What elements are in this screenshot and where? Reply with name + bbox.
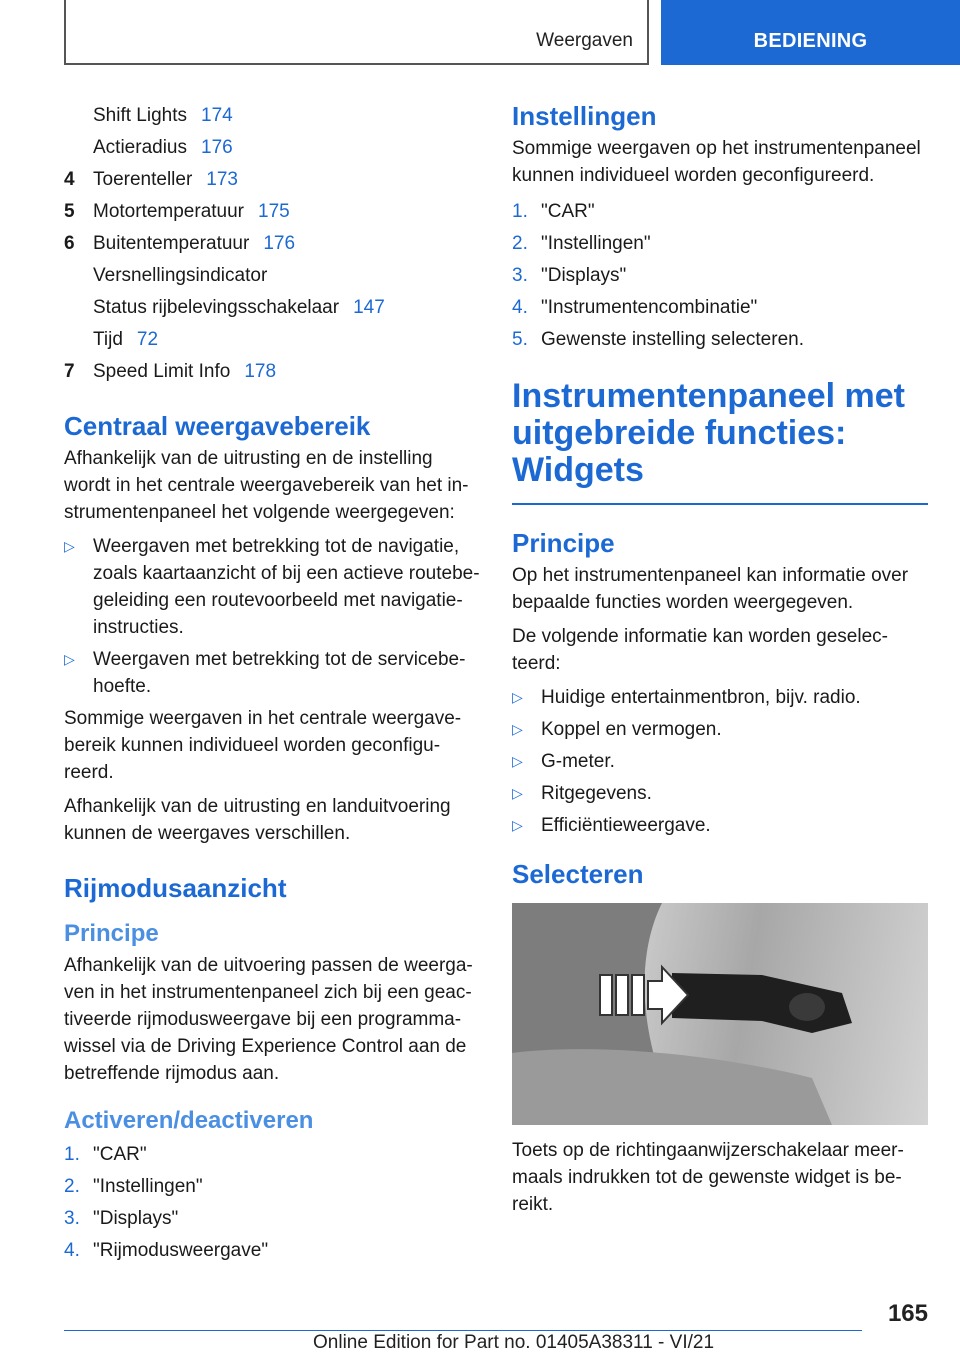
instellingen-text: Sommige weergaven op het instrumentenpaneel kunnen individueel worden geconfigureerd.	[512, 138, 921, 186]
legend-row	[64, 260, 480, 292]
triangle-bullet-icon: ▷	[512, 753, 523, 769]
list-item: 3. "Displays"	[64, 1208, 179, 1229]
widgets-select-text: De volgende informatie kan worden geselec-teerd:	[512, 626, 888, 674]
list-item: 1. "CAR"	[64, 1144, 147, 1165]
list-item: 5. Gewenste instelling selecteren.	[512, 329, 804, 350]
triangle-bullet-icon: ▷	[512, 817, 523, 833]
legend-row	[64, 100, 480, 132]
widgets-bullets	[512, 684, 928, 839]
instellingen-title: Instellingen	[512, 101, 657, 131]
widgets-principe-text: Op het instrumentenpaneel kan informatie over bepaalde functies worden weergegeven.	[512, 565, 909, 613]
legend-row	[64, 228, 480, 260]
widgets-principe-title: Principe	[512, 528, 615, 558]
figure-caption: Toets op de richtingaanwijzerschakelaar meer-maals indrukken tot de gewenste widget is be-reikt.	[512, 1140, 904, 1215]
list-item: ▷ Ritgegevens.	[512, 780, 928, 807]
list-item: ▷ Huidige entertainmentbron, bijv. radio.	[512, 684, 928, 711]
triangle-bullet-icon: ▷	[512, 721, 523, 737]
legend-number: 5	[64, 201, 75, 222]
legend-label: Status rijbelevingsschakelaar	[93, 297, 340, 318]
legend-label: Tijd	[93, 329, 123, 350]
legend-label: Versnellingsindicator	[93, 265, 268, 286]
legend-label: Toerenteller	[93, 169, 193, 190]
rijmodus-steps	[64, 1139, 480, 1267]
legend-page-ref[interactable]: 72	[136, 329, 159, 350]
lever-drawing	[512, 903, 928, 1125]
rijmodus-title: Rijmodusaanzicht	[64, 873, 287, 903]
rijmodus-principe-text: Afhankelijk van de uitvoering passen de weerga-ven in het instrumentenpaneel zich bij een geac-tiveerde rijmodusweergave bij een programma-wissel via de Driving Experience Control aan de betreffende rijmodus aan.	[64, 955, 473, 1084]
triangle-bullet-icon: ▷	[512, 689, 523, 705]
legend-row	[64, 324, 480, 356]
section-divider	[512, 503, 928, 505]
legend-page-ref[interactable]: 174	[201, 105, 233, 126]
central-bullets	[64, 533, 480, 700]
legend-page-ref[interactable]: 173	[206, 169, 238, 190]
header-section-box	[64, 0, 649, 65]
legend-page-ref[interactable]: 176	[201, 137, 233, 158]
legend-page-ref[interactable]: 147	[353, 297, 385, 318]
list-item: ▷ Weergaven met betrekking tot de servicebe-hoefte.	[64, 646, 480, 700]
instellingen-steps	[512, 196, 928, 356]
list-item: ▷ Weergaven met betrekking tot de navigatie, zoals kaartaanzicht of bij een actieve routebe-geleiding een routevoorbeeld met navigatie-instructies.	[64, 533, 480, 641]
legend-row	[64, 132, 480, 164]
legend-label: Shift Lights	[93, 105, 187, 126]
rijmodus-principe-title: Principe	[64, 920, 159, 947]
legend-row	[64, 196, 480, 228]
central-para1: Sommige weergaven in het centrale weergave-bereik kunnen individueel worden geconfigu-reerd.	[64, 708, 462, 783]
legend-page-ref[interactable]: 176	[263, 233, 296, 254]
legend-row	[64, 164, 480, 196]
header-chapter-title: BEDIENING	[753, 30, 868, 52]
page-number: 165	[887, 1300, 928, 1327]
header-section-title: Weergaven	[536, 30, 633, 51]
legend-number: 4	[64, 169, 75, 190]
right-column	[512, 100, 928, 1225]
legend-label: Buitentemperatuur	[93, 233, 250, 254]
triangle-bullet-icon: ▷	[64, 651, 75, 667]
legend-label: Actieradius	[93, 137, 187, 158]
widgets-title: Instrumentenpaneel met uitgebreide functies: Widgets	[512, 377, 905, 489]
selecteren-title: Selecteren	[512, 859, 644, 889]
legend-page-ref[interactable]: 175	[258, 201, 290, 222]
legend-number: 7	[64, 361, 75, 382]
turn-signal-lever-illustration	[512, 903, 928, 1125]
list-item: ▷ Koppel en vermogen.	[512, 716, 928, 743]
central-intro: Afhankelijk van de uitrusting en de instelling wordt in het centrale weergavebereik van het in-strumentenpaneel het volgende weergegeven:	[64, 448, 469, 523]
footer-divider	[64, 1330, 862, 1331]
list-item: 2. "Instellingen"	[64, 1176, 203, 1197]
left-column	[64, 100, 480, 1267]
footer-edition: Online Edition for Part no. 01405A38311 - VI/21	[313, 1332, 715, 1353]
legend-label: Speed Limit Info	[93, 361, 231, 382]
legend-row	[64, 356, 480, 388]
list-item: ▷ Efficiëntieweergave.	[512, 812, 928, 839]
legend-label: Motortemperatuur	[93, 201, 245, 222]
list-item: 4. "Instrumentencombinatie"	[512, 297, 758, 318]
central-title: Centraal weergavebereik	[64, 411, 371, 441]
legend-number: 6	[64, 233, 75, 254]
list-item: 1. "CAR"	[512, 201, 595, 222]
legend-list	[64, 100, 480, 388]
triangle-bullet-icon: ▷	[64, 538, 75, 554]
header-chapter-tab	[661, 0, 960, 65]
rijmodus-activate-title: Activeren/deactiveren	[64, 1107, 314, 1134]
central-para2: Afhankelijk van de uitrusting en landuitvoering kunnen de weergaves verschillen.	[64, 796, 451, 844]
legend-page-ref[interactable]: 178	[244, 361, 277, 382]
list-item: 4. "Rijmodusweergave"	[64, 1240, 269, 1261]
list-item: 2. "Instellingen"	[512, 233, 651, 254]
triangle-bullet-icon: ▷	[512, 785, 523, 801]
list-item: 3. "Displays"	[512, 265, 627, 286]
legend-row	[64, 292, 480, 324]
list-item: ▷ G-meter.	[512, 748, 928, 775]
